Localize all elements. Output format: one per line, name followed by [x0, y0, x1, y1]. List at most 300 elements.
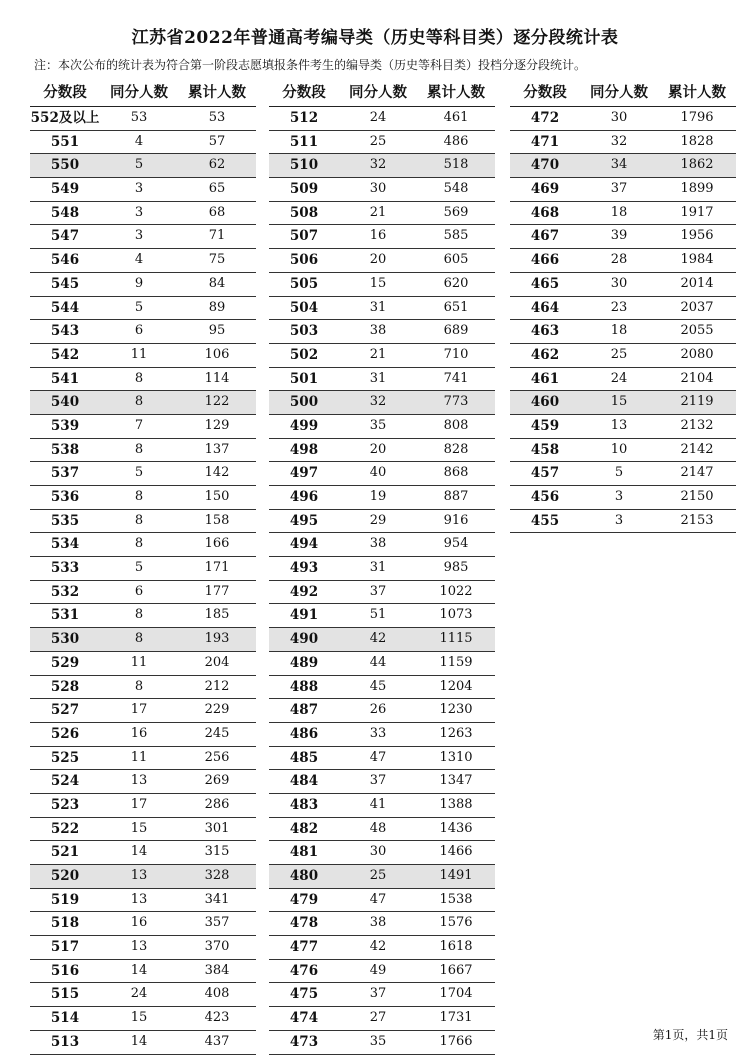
table-row	[269, 178, 495, 202]
score-cell: 469	[530, 181, 560, 198]
score-cell: 543	[50, 323, 80, 340]
table-row	[510, 273, 736, 297]
score-cell: 481	[289, 844, 319, 861]
table-row	[510, 391, 736, 415]
count-cell: 32	[610, 133, 628, 149]
score-cell: 511	[289, 133, 319, 150]
count-cell: 3	[614, 512, 624, 528]
table-row	[30, 652, 256, 676]
count-cell: 18	[610, 204, 628, 220]
table-header	[269, 80, 495, 106]
table-row	[269, 604, 495, 628]
cumulative-cell: 620	[443, 275, 469, 291]
score-cell: 519	[50, 891, 80, 908]
cumulative-cell: 2055	[680, 323, 714, 339]
table-row	[269, 273, 495, 297]
table-row	[269, 794, 495, 818]
cumulative-cell: 887	[443, 489, 469, 504]
score-cell: 492	[289, 583, 319, 600]
table-row	[30, 439, 256, 463]
score-cell: 526	[50, 725, 80, 742]
score-cell: 485	[289, 749, 319, 766]
table-column-3	[510, 80, 736, 533]
table-row	[30, 889, 256, 913]
count-cell: 35	[369, 1033, 387, 1049]
count-cell: 8	[134, 394, 144, 410]
score-cell: 488	[289, 678, 319, 695]
count-cell: 26	[369, 702, 387, 718]
table-row	[30, 273, 256, 297]
score-cell: 459	[530, 417, 560, 434]
score-cell: 476	[289, 962, 319, 979]
cumulative-cell: 1576	[439, 915, 473, 931]
score-cell: 516	[50, 962, 80, 979]
cumulative-cell: 437	[204, 1033, 230, 1049]
cumulative-cell: 486	[443, 133, 469, 149]
score-cell: 531	[50, 607, 80, 624]
cumulative-cell: 166	[204, 536, 230, 552]
count-cell: 24	[130, 986, 148, 1002]
cumulative-cell: 985	[443, 560, 469, 576]
table-row	[269, 747, 495, 771]
score-cell: 530	[50, 631, 80, 648]
score-cell: 504	[289, 299, 319, 316]
header-cell: 分数段	[282, 84, 326, 101]
score-cell: 508	[289, 204, 319, 221]
count-cell: 20	[369, 441, 387, 457]
cumulative-cell: 370	[204, 939, 230, 955]
cumulative-cell: 150	[204, 489, 230, 504]
count-cell: 35	[369, 417, 387, 433]
score-cell: 490	[289, 631, 319, 648]
cumulative-cell: 605	[443, 252, 469, 268]
score-cell: 534	[50, 536, 80, 553]
cumulative-cell: 1667	[439, 962, 473, 978]
score-cell: 495	[289, 512, 319, 529]
score-cell: 514	[50, 1010, 80, 1027]
count-cell: 23	[610, 299, 628, 315]
count-cell: 30	[369, 844, 387, 860]
count-cell: 38	[369, 323, 387, 339]
score-cell: 498	[289, 441, 319, 458]
cumulative-cell: 1115	[439, 631, 473, 647]
table-row	[269, 107, 495, 131]
cumulative-cell: 916	[443, 512, 469, 528]
score-cell: 513	[50, 1033, 80, 1050]
score-cell: 499	[289, 417, 319, 434]
cumulative-cell: 1022	[439, 583, 473, 599]
count-cell: 14	[130, 844, 148, 860]
count-cell: 31	[369, 299, 387, 315]
cumulative-cell: 408	[204, 986, 230, 1002]
score-cell: 497	[289, 465, 319, 482]
score-cell: 545	[50, 275, 80, 292]
score-cell: 463	[530, 323, 560, 340]
score-cell: 474	[289, 1010, 319, 1027]
cumulative-cell: 2104	[680, 370, 714, 386]
table-row	[269, 818, 495, 842]
table-row	[30, 510, 256, 534]
count-cell: 30	[369, 181, 387, 197]
score-cell: 517	[50, 939, 80, 956]
table-row	[30, 344, 256, 368]
count-cell: 8	[134, 441, 144, 457]
cumulative-cell: 122	[204, 394, 230, 410]
score-cell: 529	[50, 654, 80, 671]
page-footer: 第1页，共1页	[652, 1028, 728, 1042]
table-row	[269, 652, 495, 676]
count-cell: 13	[130, 773, 148, 789]
cumulative-cell: 2080	[680, 346, 714, 362]
score-cell: 493	[289, 560, 319, 577]
table-row	[30, 249, 256, 273]
cumulative-cell: 384	[204, 962, 230, 978]
score-cell: 479	[289, 891, 319, 908]
table-row	[30, 794, 256, 818]
table-row	[269, 889, 495, 913]
cumulative-cell: 1917	[680, 204, 714, 220]
score-cell: 470	[530, 157, 560, 174]
count-cell: 49	[369, 962, 387, 978]
count-cell: 31	[369, 560, 387, 576]
cumulative-cell: 2153	[680, 512, 714, 528]
table-row	[30, 960, 256, 984]
table-row	[510, 154, 736, 178]
count-cell: 3	[134, 204, 144, 220]
table-row	[269, 320, 495, 344]
count-cell: 33	[369, 725, 387, 741]
header-cell: 累计人数	[668, 84, 726, 101]
cumulative-cell: 328	[204, 868, 230, 883]
cumulative-cell: 84	[208, 275, 226, 291]
table-column-1	[30, 80, 256, 1055]
count-cell: 11	[130, 654, 148, 670]
cumulative-cell: 828	[443, 441, 469, 457]
table-row	[510, 415, 736, 439]
count-cell: 24	[610, 370, 628, 386]
cumulative-cell: 185	[204, 607, 230, 623]
count-cell: 32	[369, 394, 387, 410]
score-cell: 503	[289, 323, 319, 340]
table-row	[269, 391, 495, 415]
table-row	[30, 533, 256, 557]
count-cell: 25	[369, 868, 387, 883]
cumulative-cell: 2119	[680, 394, 714, 410]
table-row	[269, 676, 495, 700]
table-row	[269, 983, 495, 1007]
score-cell: 489	[289, 654, 319, 671]
score-cell: 512	[289, 110, 319, 126]
count-cell: 21	[369, 346, 387, 362]
score-cell: 456	[530, 489, 560, 505]
cumulative-cell: 548	[443, 181, 469, 197]
count-cell: 21	[369, 204, 387, 220]
count-cell: 53	[130, 110, 148, 125]
cumulative-cell: 71	[208, 228, 226, 244]
table-row	[269, 131, 495, 155]
table-row	[269, 462, 495, 486]
count-cell: 31	[369, 370, 387, 386]
cumulative-cell: 256	[204, 749, 230, 765]
score-cell: 455	[530, 512, 560, 529]
cumulative-cell: 193	[204, 631, 230, 647]
cumulative-cell: 171	[204, 560, 230, 576]
score-cell: 542	[50, 346, 80, 363]
score-cell: 540	[50, 394, 80, 411]
cumulative-cell: 142	[204, 465, 230, 481]
table-row	[30, 557, 256, 581]
score-cell: 537	[50, 465, 80, 482]
count-cell: 16	[130, 915, 148, 931]
cumulative-cell: 137	[204, 441, 230, 457]
count-cell: 47	[369, 749, 387, 765]
cumulative-cell: 57	[208, 133, 226, 149]
table-row	[30, 131, 256, 155]
table-row	[269, 699, 495, 723]
score-cell: 535	[50, 512, 80, 529]
cumulative-cell: 1984	[680, 252, 714, 268]
score-cell: 525	[50, 749, 80, 766]
count-cell: 5	[134, 157, 144, 173]
cumulative-cell: 1310	[439, 749, 473, 765]
table-row	[269, 581, 495, 605]
score-cell: 491	[289, 607, 319, 624]
score-cell: 536	[50, 489, 80, 505]
cumulative-cell: 89	[208, 299, 226, 315]
score-cell: 523	[50, 796, 80, 813]
table-row	[510, 486, 736, 510]
count-cell: 5	[134, 465, 144, 481]
cumulative-cell: 1731	[439, 1010, 473, 1026]
header-cell: 同分人数	[349, 84, 407, 101]
table-row	[269, 912, 495, 936]
table-row	[30, 415, 256, 439]
count-cell: 37	[610, 181, 628, 197]
score-cell: 521	[50, 844, 80, 861]
count-cell: 4	[134, 133, 144, 149]
count-cell: 34	[610, 157, 628, 173]
score-cell: 548	[50, 204, 80, 221]
table-row	[30, 297, 256, 321]
table-row	[510, 249, 736, 273]
cumulative-cell: 1436	[439, 820, 473, 836]
cumulative-cell: 114	[204, 370, 230, 386]
score-cell: 520	[50, 868, 80, 884]
cumulative-cell: 1766	[439, 1033, 473, 1049]
score-cell: 501	[289, 370, 319, 387]
cumulative-cell: 2037	[680, 299, 714, 315]
header-cell: 同分人数	[590, 84, 648, 101]
table-row	[269, 723, 495, 747]
count-cell: 17	[130, 702, 148, 718]
cumulative-cell: 315	[204, 844, 230, 860]
cumulative-cell: 62	[208, 157, 226, 173]
table-row	[510, 131, 736, 155]
table-row	[30, 676, 256, 700]
page-title: 江苏省2022年普通高考编导类（历史等科目类）逐分段统计表	[131, 28, 619, 48]
table-row	[30, 1007, 256, 1031]
count-cell: 15	[130, 1010, 148, 1026]
cumulative-cell: 269	[204, 773, 230, 789]
cumulative-cell: 585	[443, 228, 469, 244]
table-header	[510, 80, 736, 106]
table-row	[30, 225, 256, 249]
score-cell: 538	[50, 441, 80, 458]
count-cell: 15	[610, 394, 628, 410]
cumulative-cell: 954	[443, 536, 469, 552]
table-row	[30, 462, 256, 486]
header-cell: 累计人数	[427, 84, 485, 101]
cumulative-cell: 1956	[680, 228, 714, 244]
cumulative-cell: 689	[443, 323, 469, 339]
count-cell: 42	[369, 631, 387, 647]
table-row	[30, 604, 256, 628]
table-row	[30, 1031, 256, 1055]
score-cell: 478	[289, 915, 319, 932]
cumulative-cell: 1388	[439, 796, 473, 812]
score-cell: 494	[289, 536, 319, 553]
cumulative-cell: 423	[204, 1010, 230, 1026]
count-cell: 42	[369, 939, 387, 955]
score-cell: 486	[289, 725, 319, 742]
table-row	[269, 1007, 495, 1031]
cumulative-cell: 286	[204, 796, 230, 812]
score-cell: 500	[289, 394, 319, 411]
table-row	[269, 533, 495, 557]
score-cell: 522	[50, 820, 80, 837]
count-cell: 29	[369, 512, 387, 528]
cumulative-cell: 1704	[439, 986, 473, 1002]
count-cell: 8	[134, 512, 144, 528]
header-cell: 累计人数	[188, 84, 246, 101]
cumulative-cell: 177	[204, 583, 230, 599]
table-row	[30, 818, 256, 842]
score-cell: 547	[50, 228, 80, 245]
cumulative-cell: 868	[443, 465, 469, 481]
score-cell: 541	[50, 370, 80, 387]
score-cell: 465	[530, 275, 560, 292]
score-cell: 487	[289, 702, 319, 719]
count-cell: 8	[134, 631, 144, 647]
table-row	[269, 297, 495, 321]
count-cell: 32	[369, 157, 387, 173]
cumulative-cell: 2132	[680, 417, 714, 433]
count-cell: 18	[610, 323, 628, 339]
table-row	[30, 747, 256, 771]
cumulative-cell: 357	[204, 915, 230, 931]
table-row	[269, 225, 495, 249]
table-row	[30, 936, 256, 960]
count-cell: 16	[130, 725, 148, 741]
score-cell: 482	[289, 820, 319, 837]
count-cell: 44	[369, 654, 387, 670]
table-note: 注：本次公布的统计表为符合第一阶段志愿填报条件考生的编导类（历史等科目类）投档分逐分段统计。	[34, 58, 587, 72]
score-cell: 507	[289, 228, 319, 245]
score-cell: 551	[50, 133, 80, 150]
count-cell: 3	[134, 181, 144, 197]
cumulative-cell: 158	[204, 512, 230, 528]
count-cell: 37	[369, 583, 387, 599]
count-cell: 8	[134, 678, 144, 694]
cumulative-cell: 1466	[439, 844, 473, 860]
table-row	[269, 960, 495, 984]
cumulative-cell: 75	[208, 252, 226, 268]
score-cell: 462	[530, 346, 560, 363]
count-cell: 11	[130, 346, 148, 362]
score-cell: 477	[289, 939, 319, 956]
table-row	[510, 225, 736, 249]
score-cell: 473	[289, 1033, 319, 1050]
count-cell: 30	[610, 110, 628, 125]
table-row	[30, 368, 256, 392]
score-cell: 506	[289, 252, 319, 269]
score-cell: 552及以上	[30, 110, 100, 126]
score-cell: 539	[50, 417, 80, 434]
count-cell: 6	[134, 583, 144, 599]
cumulative-cell: 245	[204, 725, 230, 741]
header-cell: 分数段	[523, 84, 567, 101]
score-cell: 549	[50, 181, 80, 198]
score-cell: 464	[530, 299, 560, 316]
cumulative-cell: 1263	[439, 725, 473, 741]
score-cell: 461	[530, 370, 560, 387]
table-row	[30, 391, 256, 415]
cumulative-cell: 461	[443, 110, 469, 125]
table-row	[510, 107, 736, 131]
count-cell: 24	[369, 110, 387, 125]
table-row	[510, 202, 736, 226]
cumulative-cell: 1073	[439, 607, 473, 623]
table-row	[510, 320, 736, 344]
cumulative-cell: 808	[443, 417, 469, 433]
count-cell: 39	[610, 228, 628, 244]
count-cell: 30	[610, 275, 628, 291]
score-cell: 468	[530, 204, 560, 221]
header-cell: 分数段	[43, 84, 87, 101]
count-cell: 13	[130, 939, 148, 955]
cumulative-cell: 53	[208, 110, 226, 125]
count-cell: 8	[134, 370, 144, 386]
cumulative-cell: 212	[204, 678, 230, 694]
cumulative-cell: 229	[204, 702, 230, 718]
cumulative-cell: 95	[208, 323, 226, 339]
table-row	[30, 154, 256, 178]
table-row	[269, 770, 495, 794]
score-cell: 528	[50, 678, 80, 695]
cumulative-cell: 2147	[680, 465, 714, 481]
cumulative-cell: 106	[204, 346, 230, 362]
header-cell: 同分人数	[110, 84, 168, 101]
count-cell: 27	[369, 1010, 387, 1026]
table-row	[30, 107, 256, 131]
count-cell: 14	[130, 1033, 148, 1049]
cumulative-cell: 741	[443, 370, 469, 386]
cumulative-cell: 773	[443, 394, 469, 410]
count-cell: 8	[134, 607, 144, 623]
cumulative-cell: 1796	[680, 110, 714, 125]
count-cell: 5	[134, 560, 144, 576]
cumulative-cell: 341	[204, 891, 230, 907]
table-row	[269, 841, 495, 865]
count-cell: 3	[614, 489, 624, 504]
table-row	[269, 154, 495, 178]
table-row	[510, 510, 736, 534]
table-row	[510, 344, 736, 368]
count-cell: 17	[130, 796, 148, 812]
score-cell: 550	[50, 157, 80, 174]
count-cell: 19	[369, 489, 387, 504]
count-cell: 28	[610, 252, 628, 268]
